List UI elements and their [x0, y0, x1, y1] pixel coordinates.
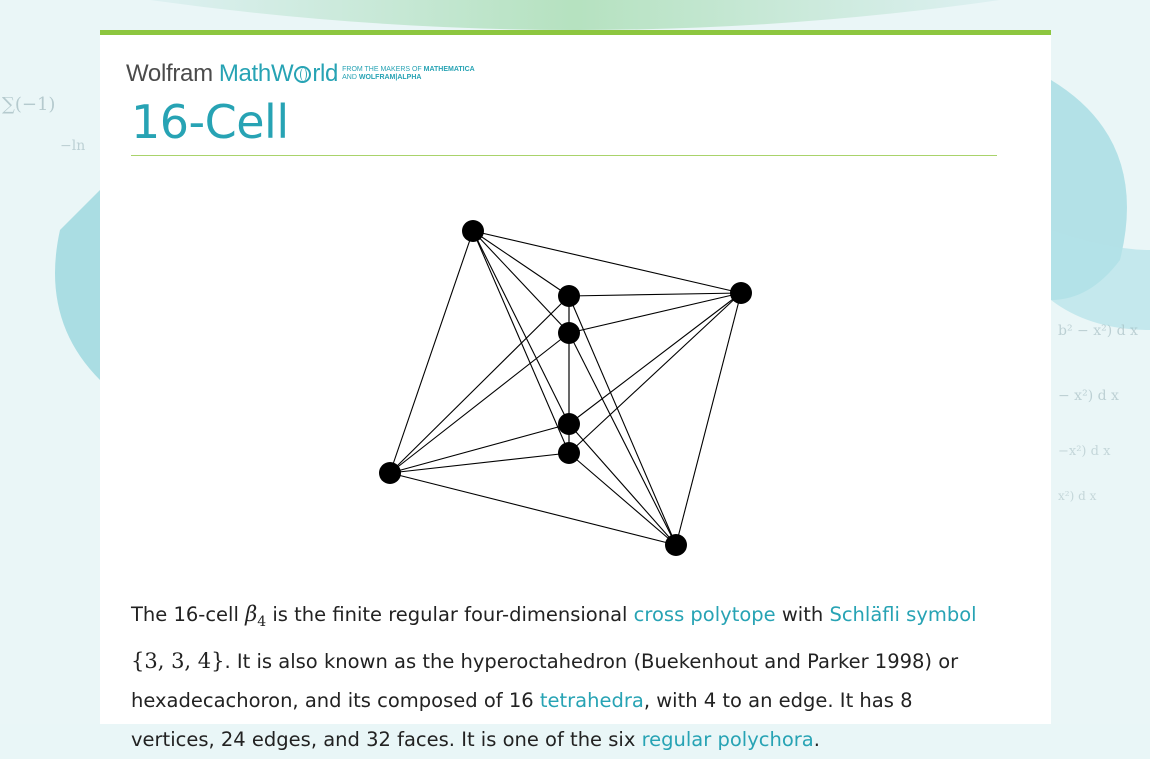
edge-6 — [390, 231, 473, 473]
svg-text:− x²) d x: − x²) d x — [1058, 388, 1119, 404]
edge-21 — [569, 424, 676, 545]
edge-14 — [390, 333, 569, 473]
beta-symbol: $\beta_4$ — [245, 602, 267, 631]
svg-text:−x²) d x: −x²) d x — [1058, 444, 1111, 459]
link-tetrahedra[interactable]: tetrahedra — [539, 689, 644, 713]
edge-11 — [569, 296, 676, 545]
edge-8 — [569, 293, 741, 296]
globe-icon — [294, 66, 311, 83]
svg-text:−ln: −ln — [60, 138, 86, 154]
page-title: 16-Cell — [131, 95, 289, 149]
edge-4 — [473, 231, 569, 424]
edge-17 — [569, 293, 741, 453]
link-schlafli-symbol[interactable]: Schläfli symbol — [829, 603, 977, 626]
article-card — [100, 30, 1051, 752]
logo-mathworld: MathW rld — [218, 60, 339, 87]
link-cross-polytope[interactable]: cross polytope — [633, 603, 776, 626]
edge-15 — [569, 333, 676, 545]
svg-text:∑(−1): ∑(−1) — [2, 94, 56, 115]
link-regular-polychora[interactable]: regular polychora — [641, 728, 814, 752]
edge-18 — [676, 293, 741, 545]
vertex-2 — [558, 285, 580, 307]
site-logo[interactable] — [126, 59, 475, 89]
edge-5 — [473, 231, 569, 453]
logo-tagline: FROM THE MAKERS OF MATHEMATICA AND WOLFRAM|ALPHA — [342, 66, 475, 81]
edge-20 — [390, 424, 569, 473]
schlafli-value: {3, 3, 4} — [131, 649, 225, 674]
vertex-8 — [665, 534, 687, 556]
vertex-7 — [379, 462, 401, 484]
article-body: The 16-cell $\beta_4$ is the finite regular four-dimensional cross polytope with Schläfli symbol {3, 3, 4}. It is also known as the hyperoctahedron (Buekenhout and Parker 1998) or hexadecachoron, and its composed of 16 tetrahedra, with 4 to an edge. It has 8 vertices, 24 edges, and 32 faces. It is one of the six regular polychora. — [131, 602, 977, 752]
logo-wolfram: Wolfram — [126, 60, 213, 87]
svg-text:x²) d x: x²) d x — [1058, 489, 1097, 503]
edge-24 — [390, 473, 676, 545]
sixteen-cell-graph — [100, 175, 1051, 535]
edge-3 — [473, 231, 741, 293]
vertex-1 — [462, 220, 484, 242]
vertex-6 — [558, 442, 580, 464]
edge-22 — [390, 453, 569, 473]
vertex-5 — [558, 413, 580, 435]
edge-2 — [473, 231, 569, 333]
vertex-3 — [558, 322, 580, 344]
svg-text:b² − x²) d x: b² − x²) d x — [1058, 323, 1138, 339]
title-divider — [131, 155, 997, 156]
vertex-4 — [730, 282, 752, 304]
edge-10 — [390, 296, 569, 473]
